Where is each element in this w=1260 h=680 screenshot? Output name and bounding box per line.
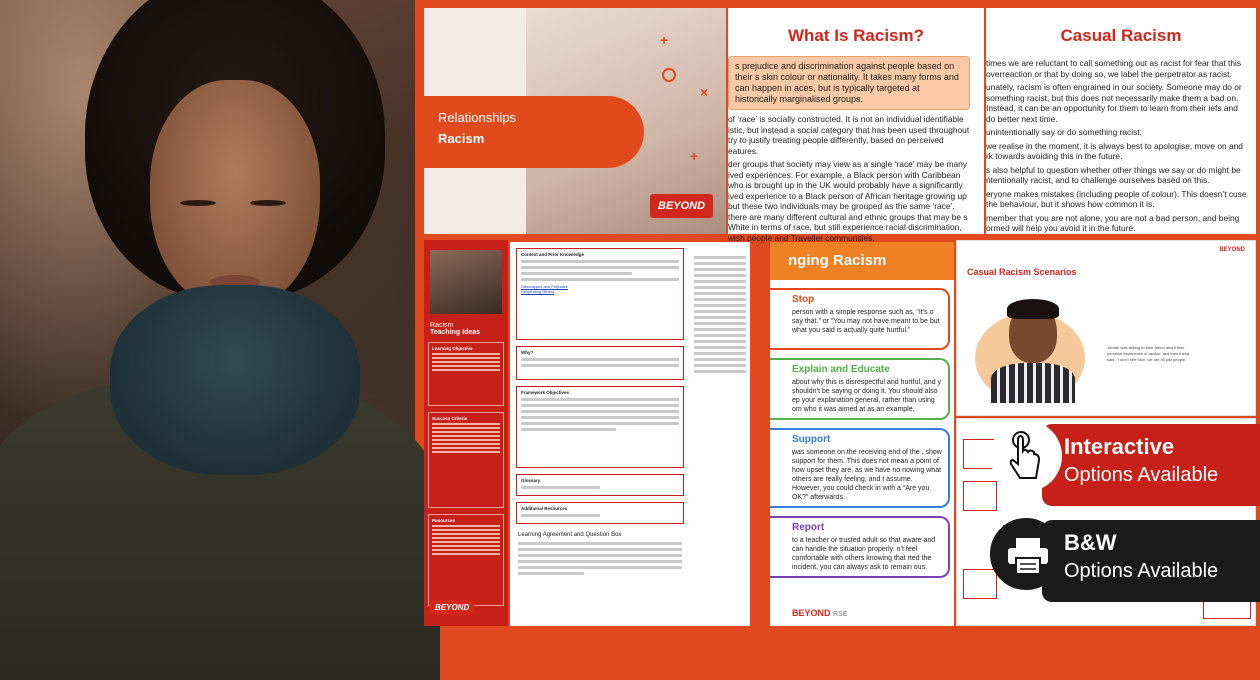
doc-link-stereotypes[interactable]: Stereotypes and Prejudice bbox=[521, 284, 568, 289]
photo-eye-left bbox=[180, 200, 216, 206]
photo-scarf bbox=[110, 285, 360, 475]
doc-additional-heading: Additional Resources bbox=[521, 506, 568, 511]
challenging-footer bbox=[792, 608, 847, 618]
interactive-badge bbox=[1042, 424, 1260, 506]
success-criteria-block bbox=[428, 412, 504, 508]
doc-why-heading: Why? bbox=[521, 350, 534, 355]
title-line2: Racism bbox=[438, 131, 485, 146]
interactive-line1: Interactive bbox=[1064, 434, 1175, 459]
casual-p6: eryone makes mistakes (including people of colour). This doesn’t cuse the behaviour, but it shows how common it is. bbox=[986, 188, 1247, 209]
printer-svg bbox=[1006, 536, 1050, 576]
casual-p3: unintentionally say or do something racist: bbox=[986, 127, 1142, 137]
challenging-footer-suffix: RSE bbox=[833, 611, 848, 618]
casual-p1: times we are reluctant to call something out as racist for fear that this overreaction or that by doing so, we label the perpetrator as racist. bbox=[986, 58, 1242, 79]
casual-heading: Casual Racism bbox=[1060, 26, 1182, 45]
what-heading: What Is Racism? bbox=[787, 26, 925, 45]
worksheet-cell bbox=[1203, 601, 1251, 619]
worksheet-cell bbox=[963, 481, 997, 511]
scenario-hair bbox=[1007, 299, 1059, 319]
doc-why-section bbox=[516, 346, 684, 380]
printer-icon bbox=[990, 518, 1062, 590]
casual-racism-slide bbox=[986, 8, 1256, 234]
teaching-subtitle: Teaching Ideas bbox=[430, 329, 481, 336]
what-p2: der groups that society may view as a single ‘race’ may be many ived experiences. For example, a Black person with Caribbean who is brought up in the UK would probably have a significantly ived experience to a Black person of African heritage growing up but these two individuals may be grouped as the same ‘race’. there are many different cultural and ethnic groups that may be s White in terms of race, but still experience racial discrimination, wish people and Traveller communities. bbox=[728, 159, 968, 243]
learning-objective-heading: Learning Objective bbox=[432, 346, 473, 351]
doc-context-section bbox=[516, 248, 684, 340]
casual-p4: we realise in the moment, it is always best to apologise, move on and rk towards avoiding this in the future. bbox=[986, 140, 1243, 161]
doc-framework-heading: Framework Objectives bbox=[521, 390, 570, 395]
scenario-shirt bbox=[991, 363, 1075, 403]
title-slide bbox=[424, 8, 726, 234]
photo-eye-right bbox=[250, 200, 286, 206]
teaching-brand-logo: BEYOND bbox=[430, 600, 474, 615]
casual-p2: unately, racism is often engrained in our society. Someone may do or something racist, but this does not necessarily make them a bad on. Instead, it can be an opportunity for them to learn from their iefs and do better next time. bbox=[986, 82, 1242, 124]
teaching-photo bbox=[430, 250, 502, 314]
challenging-heading: nging Racism bbox=[770, 242, 954, 280]
casual-p7: member that you are not alone, you are not a bad person, and being ormed will help you avoid it in the future. bbox=[986, 212, 1240, 233]
card-support bbox=[770, 428, 950, 508]
teaching-ideas-sheet bbox=[424, 240, 508, 626]
card-report-title: Report bbox=[792, 522, 825, 533]
card-support-text: was someone on the receiving end of the , show support for them. This does not mean a point of how upset they are, as we have no nowing what others are really feeling, and t assume. However, you could check in with a “Are you OK?” afterwards. bbox=[792, 449, 942, 501]
what-highlight: s prejudice and discrimination against people based on their s skin colour or nationality. It takes many forms and can happen in aces, but is typically targeted at historically marginalised groups. bbox=[728, 56, 970, 110]
touch-hand-icon bbox=[990, 420, 1062, 492]
teaching-title-racism: Racism bbox=[430, 322, 454, 329]
doc-link-respecting[interactable]: Respecting Others bbox=[521, 289, 555, 294]
card-stop bbox=[770, 288, 950, 350]
scenarios-brand: BEYOND bbox=[1219, 247, 1245, 253]
teaching-title bbox=[430, 322, 502, 336]
doc-glossary-heading: Glossary bbox=[521, 478, 541, 483]
challenging-racism-poster bbox=[770, 242, 954, 626]
doc-page-2 bbox=[690, 242, 750, 626]
lesson-plan-doc bbox=[510, 242, 690, 626]
plus-icon: + bbox=[690, 148, 699, 164]
bw-line2: Options Available bbox=[1064, 560, 1219, 582]
resources-block bbox=[428, 514, 504, 606]
scenarios-heading: Casual Racism Scenarios bbox=[967, 267, 1077, 277]
doc-context-heading: Context and Prior Knowledge bbox=[521, 252, 585, 257]
casual-p5: s also helpful to question whether other things we say or do might be ntentionally racist, and to challenge ourselves based on this. bbox=[986, 164, 1241, 185]
doc-learning-agreement: Learning Agreement and Question Box bbox=[518, 532, 622, 538]
card-stop-title: Stop bbox=[792, 294, 815, 305]
card-explain bbox=[770, 358, 950, 420]
doc2-lines bbox=[694, 256, 746, 373]
touch-hand-svg bbox=[1008, 430, 1042, 484]
card-explain-title: Explain and Educate bbox=[792, 364, 890, 375]
interactive-line2: Options Available bbox=[1064, 464, 1219, 486]
learning-objective-block bbox=[428, 342, 504, 406]
card-report bbox=[770, 516, 950, 578]
doc-glossary-section bbox=[516, 474, 684, 496]
what-is-racism-slide bbox=[728, 8, 984, 243]
resources-heading: Resources bbox=[432, 518, 456, 523]
success-criteria-heading: Success Criteria bbox=[432, 416, 468, 421]
card-stop-text: person with a simple response such as, “It’s o say that.” or “You may not have meant to be but what you said is actually quite hurtful.” bbox=[792, 309, 940, 334]
hero-photo bbox=[0, 0, 415, 630]
doc-body-lines bbox=[518, 542, 682, 575]
bw-badge bbox=[1042, 520, 1260, 602]
what-p1: of ‘race’ is socially constructed. It is not an individual identifiable istic, but instead a social category that has been used throughout try to justify treating people differently, based on perceived eatures. bbox=[728, 114, 970, 156]
brand-logo: BEYOND bbox=[650, 194, 713, 218]
title-banner bbox=[424, 96, 644, 168]
doc-framework-section bbox=[516, 386, 684, 468]
scenarios-sheet bbox=[956, 240, 1256, 416]
bw-line1: B&W bbox=[1064, 530, 1117, 555]
plus-icon: + bbox=[660, 32, 669, 48]
card-explain-text: about why this is disrespectful and hurtful, and y shouldn’t be saying or doing it. You should also ep your explanation general, rather than using om who it was aimed at as an example. bbox=[792, 379, 942, 413]
worksheet-cell bbox=[963, 569, 997, 599]
title-line1: Relationships bbox=[438, 110, 517, 125]
scenario-text: Jordan was talking to their friend about their personal experience of racism, and their friend said, “I don’t see race, we are all just people.” bbox=[1107, 345, 1190, 362]
card-support-title: Support bbox=[792, 434, 831, 445]
card-report-text: to a teacher or trusted adult so that aware and can handle the situation properly. n’t feel comfortable with others knowing that rted the incident, you can always ask to remain ous. bbox=[792, 537, 936, 571]
cross-icon: × bbox=[700, 84, 709, 100]
challenging-footer-brand: BEYOND bbox=[792, 608, 831, 618]
doc-additional-section bbox=[516, 502, 684, 524]
circle-icon bbox=[662, 68, 676, 82]
